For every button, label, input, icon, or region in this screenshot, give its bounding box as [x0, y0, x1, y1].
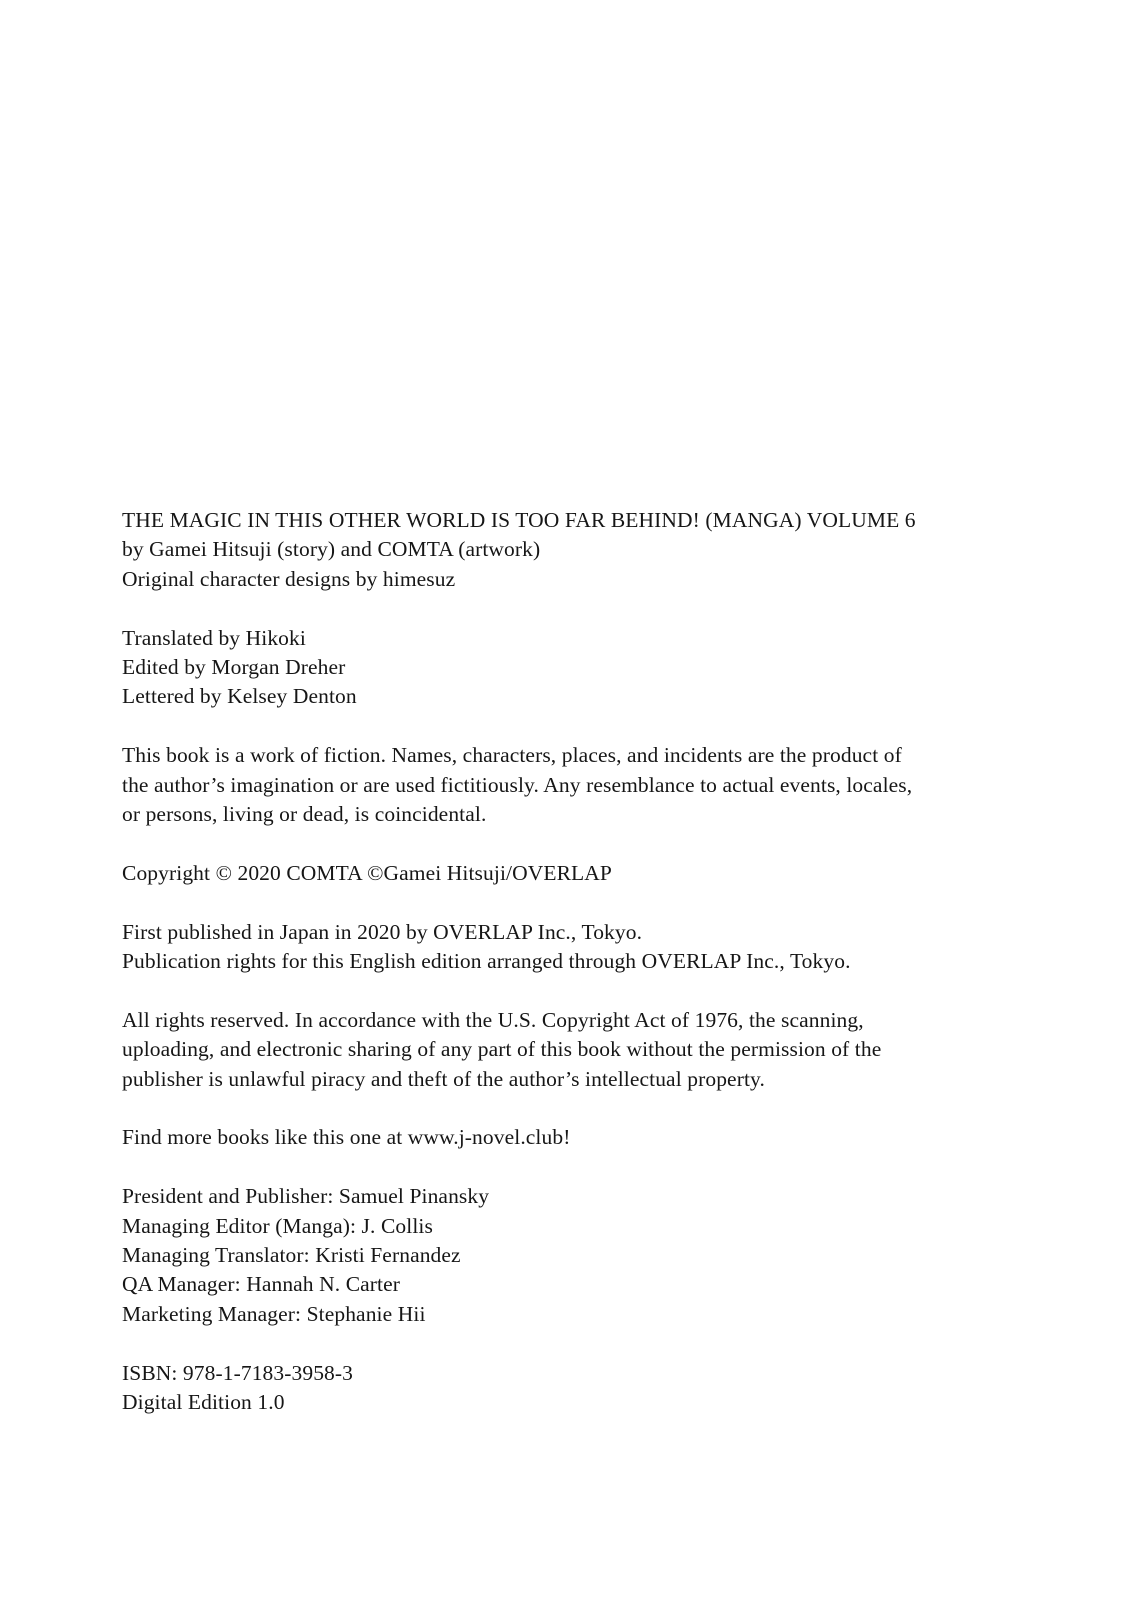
first-published-line: First published in Japan in 2020 by OVERLAP Inc., Tokyo. [122, 919, 643, 944]
book-title: THE MAGIC IN THIS OTHER WORLD IS TOO FAR BEHIND! (MANGA) VOLUME 6 [122, 508, 916, 532]
publication-block [122, 918, 1052, 977]
fiction-disclaimer-line: the author’s imagination or are used fictitiously. Any resemblance to actual events, locales, [122, 772, 913, 797]
rights-notice-line: All rights reserved. In accordance with the U.S. Copyright Act of 1976, the scanning, [122, 1007, 864, 1032]
publication-rights-line: Publication rights for this English edition arranged through OVERLAP Inc., Tokyo. [122, 949, 851, 974]
edition-block [122, 1359, 1052, 1418]
copyright-block [122, 859, 1052, 888]
isbn-line: ISBN: 978-1-7183-3958-3 [122, 1360, 354, 1385]
qa-manager-credit: QA Manager: Hannah N. Carter [122, 1272, 401, 1297]
rights-notice-line: uploading, and electronic sharing of any part of this book without the permission of the [122, 1037, 882, 1062]
fiction-disclaimer-line: or persons, living or dead, is coincidental. [122, 802, 487, 827]
digital-edition-line: Digital Edition 1.0 [122, 1390, 285, 1415]
find-more-block [122, 1123, 1052, 1152]
copyright-line: Copyright © 2020 COMTA ©Gamei Hitsuji/OVERLAP [122, 860, 612, 885]
fiction-disclaimer-line: This book is a work of fiction. Names, characters, places, and incidents are the product of [122, 743, 902, 768]
president-publisher-credit: President and Publisher: Samuel Pinansky [122, 1184, 490, 1209]
production-credits-block [122, 624, 1052, 712]
marketing-manager-credit: Marketing Manager: Stephanie Hii [122, 1301, 426, 1326]
rights-notice-line: publisher is unlawful piracy and theft of the author’s intellectual property. [122, 1066, 765, 1091]
find-more-line: Find more books like this one at www.j-novel.club! [122, 1125, 571, 1150]
character-designs-credit: Original character designs by himesuz [122, 566, 456, 591]
colophon-text-area [122, 506, 1052, 1417]
byline: by Gamei Hitsuji (story) and COMTA (artwork) [122, 537, 541, 562]
rights-notice-block [122, 1006, 1052, 1094]
managing-translator-credit: Managing Translator: Kristi Fernandez [122, 1243, 461, 1268]
editor-credit: Edited by Morgan Dreher [122, 655, 346, 680]
title-block [122, 506, 1052, 594]
translator-credit: Translated by Hikoki [122, 625, 306, 650]
managing-editor-credit: Managing Editor (Manga): J. Collis [122, 1213, 433, 1238]
staff-block [122, 1182, 1052, 1329]
fiction-disclaimer-block [122, 741, 1052, 829]
letterer-credit: Lettered by Kelsey Denton [122, 684, 357, 709]
